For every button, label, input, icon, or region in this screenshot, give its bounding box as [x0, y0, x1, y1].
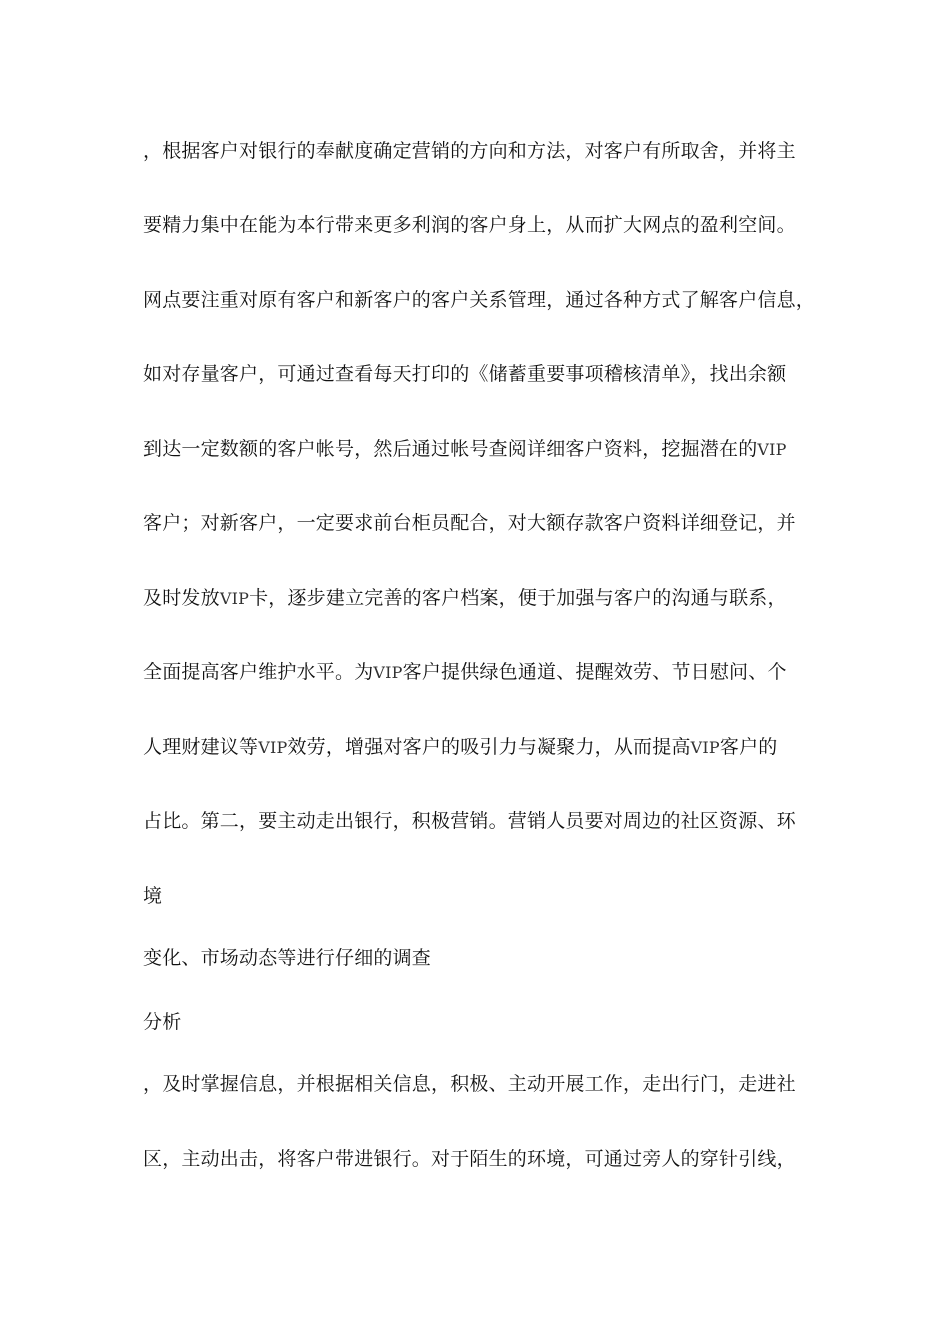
text-segment: 境	[143, 885, 163, 907]
vip-term: VIP	[373, 663, 403, 682]
text-line-11	[143, 884, 162, 908]
text-segment: 效劳，增强对客户的吸引力与凝聚力，从而提高	[287, 736, 691, 758]
text-line-6	[143, 511, 796, 535]
vip-term: VIP	[690, 738, 720, 757]
text-line-13	[143, 1010, 181, 1034]
text-segment: ，及时掌握信息，并根据相关信息，积极、主动开展工作，走出行门，走进社	[143, 1073, 796, 1095]
text-segment: 及时发放	[143, 587, 220, 609]
text-line-12	[143, 946, 431, 970]
vip-term: VIP	[757, 440, 787, 459]
text-segment: 区，主动出击，将客户带进银行。对于陌生的环境，可通过旁人的穿针引线，	[143, 1148, 796, 1170]
text-line-2	[143, 213, 796, 237]
text-line-7	[143, 586, 787, 611]
text-segment: ，根据客户对银行的奉献度确定营销的方向和方法，对客户有所取舍，并将主	[143, 140, 796, 162]
text-line-3	[143, 288, 815, 312]
text-line-1	[143, 139, 796, 163]
text-line-15	[143, 1147, 796, 1171]
text-segment: 网点要注重对原有客户和新客户的客户关系管理，通过各种方式了解客户信息，	[143, 289, 816, 311]
text-line-5	[143, 437, 787, 462]
text-segment: 人理财建议等	[143, 736, 259, 758]
text-segment: 分析	[143, 1011, 182, 1033]
text-line-4	[143, 362, 786, 386]
vip-term: VIP	[219, 589, 250, 608]
vip-term: VIP	[258, 738, 288, 757]
text-line-14	[143, 1072, 796, 1096]
text-segment: 占比。第二，要主动走出银行，积极营销。营销人员要对周边的社区资源、环	[143, 810, 796, 832]
text-line-8	[143, 660, 787, 685]
text-segment: 如对存量客户，可通过查看每天打印的《储蓄重要事项稽核清单》，找出余额	[143, 363, 787, 385]
text-segment: 全面提高客户维护水平。为	[143, 661, 374, 683]
text-segment: 到达一定数额的客户帐号，然后通过帐号查阅详细客户资料，挖掘潜在的	[143, 438, 758, 460]
text-segment: 变化、市场动态等进行仔细的调查	[143, 947, 432, 969]
text-segment: 客户的	[719, 736, 778, 758]
text-segment: 客户提供绿色通道、提醒效劳、节日慰问、个	[402, 661, 787, 683]
text-line-9	[143, 735, 778, 760]
text-line-10	[143, 809, 796, 833]
text-segment: 客户；对新客户，一定要求前台柜员配合，对大额存款客户资料详细登记，并	[143, 512, 796, 534]
text-segment: 要精力集中在能为本行带来更多利润的客户身上，从而扩大网点的盈利空间。	[143, 214, 796, 236]
text-segment: 卡，逐步建立完善的客户档案，便于加强与客户的沟通与联系，	[249, 587, 787, 609]
